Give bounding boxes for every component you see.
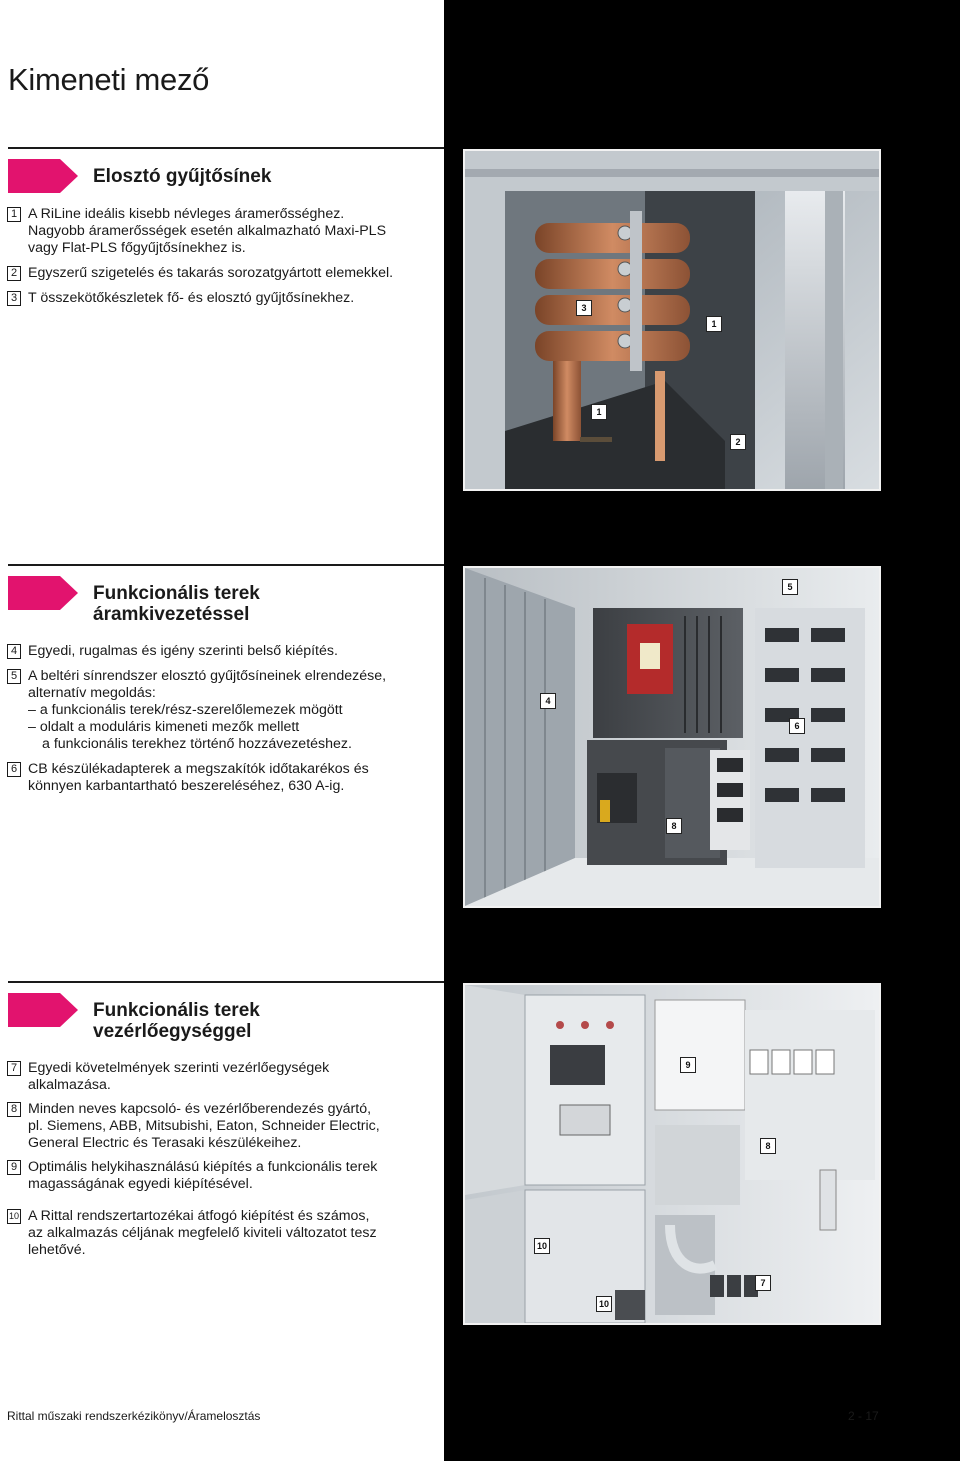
item-number-badge: 4 — [7, 644, 21, 659]
busbar-illustration — [465, 151, 879, 489]
photo-callout: 10 — [534, 1238, 550, 1254]
section-title: Elosztó gyűjtősínek — [93, 166, 272, 187]
list-item — [7, 1101, 437, 1152]
item-list — [7, 1060, 437, 1265]
footer-document-title: Rittal műszaki rendszerkézikönyv/Áramelosztás — [7, 1409, 261, 1423]
item-text: T összekötőkészletek fő- és elosztó gyűjtősínekhez. — [28, 290, 355, 306]
item-number-badge: 8 — [7, 1102, 21, 1117]
list-item — [7, 1060, 437, 1094]
item-number-badge: 9 — [7, 1160, 21, 1175]
item-text: CB készülékadapterek a megszakítók időtakarékos és — [28, 761, 369, 777]
item-text: A RiLine ideális kisebb névleges áramerősséghez. — [28, 206, 345, 222]
list-item — [7, 1159, 437, 1193]
item-number-badge: 7 — [7, 1061, 21, 1076]
item-text: alkalmazása. — [28, 1077, 111, 1093]
item-text: Egyedi, rugalmas és igény szerinti belső kiépítés. — [28, 643, 338, 659]
item-text: könnyen karbantartható beszereléséhez, 630 A-ig. — [28, 778, 345, 794]
photo-breaker-cabinet — [463, 566, 881, 908]
photo-callout: 9 — [680, 1057, 696, 1073]
list-item — [7, 206, 437, 257]
item-text: pl. Siemens, ABB, Mitsubishi, Eaton, Schneider Electric, — [28, 1118, 380, 1134]
item-text: Nagyobb áramerősségek esetén alkalmazható Maxi-PLS — [28, 223, 387, 239]
page-title: Kimeneti mező — [8, 62, 210, 97]
item-text: magasságának egyedi kiépítésével. — [28, 1176, 253, 1192]
item-number-badge: 3 — [7, 291, 21, 306]
item-text: A beltéri sínrendszer elosztó gyűjtősíneinek elrendezése, — [28, 668, 387, 684]
section-marker-tab — [8, 993, 78, 1027]
list-item — [7, 265, 437, 282]
list-item — [7, 668, 437, 753]
list-item — [7, 761, 437, 795]
item-number-badge: 2 — [7, 266, 21, 281]
section-title: Funkcionális terek vezérlőegységgel — [93, 1000, 260, 1042]
item-text: Optimális helykihasználású kiépítés a funkcionális terek — [28, 1159, 378, 1175]
item-text: vagy Flat-PLS főgyűjtősínekhez is. — [28, 240, 246, 256]
photo-callout: 8 — [760, 1138, 776, 1154]
photo-callout: 10 — [596, 1296, 612, 1312]
item-text: Egyszerű szigetelés és takarás sorozatgyártott elemekkel. — [28, 265, 394, 281]
item-text: – oldalt a moduláris kimeneti mezők mellett — [28, 719, 300, 735]
photo-callout: 4 — [540, 693, 556, 709]
item-number-badge: 5 — [7, 669, 21, 684]
item-text: General Electric és Terasaki készülékeihez. — [28, 1135, 302, 1151]
section-marker-tab — [8, 576, 78, 610]
item-text: a funkcionális terekhez történő hozzávezetéshez. — [42, 736, 352, 752]
photo-callout: 1 — [706, 316, 722, 332]
item-number-badge: 6 — [7, 762, 21, 777]
item-text: az alkalmazás céljának megfelelő kiviteli változatot tesz — [28, 1225, 377, 1241]
item-text: alternatív megoldás: — [28, 685, 156, 701]
cabinet-illustration — [465, 568, 879, 906]
list-item — [7, 643, 437, 660]
footer-page-number: 2 - 17 — [848, 1409, 879, 1423]
item-text: Minden neves kapcsoló- és vezérlőberendezés gyártó, — [28, 1101, 372, 1117]
section-divider — [8, 564, 444, 566]
photo-control-cabinet — [463, 983, 881, 1325]
list-item — [7, 290, 437, 307]
control-cabinet-illustration — [465, 985, 879, 1323]
item-list — [7, 643, 437, 801]
photo-callout: 8 — [666, 818, 682, 834]
item-number-badge: 10 — [7, 1209, 21, 1224]
section-divider — [8, 981, 444, 983]
item-text: lehetővé. — [28, 1242, 86, 1258]
section-divider — [8, 147, 444, 149]
item-text: A Rittal rendszertartozékai átfogó kiépítést és számos, — [28, 1208, 370, 1224]
item-text: Egyedi követelmények szerinti vezérlőegységek — [28, 1060, 330, 1076]
item-number-badge: 1 — [7, 207, 21, 222]
photo-callout: 3 — [576, 300, 592, 316]
item-list — [7, 206, 437, 313]
item-text: – a funkcionális terek/rész-szerelőlemezek mögött — [28, 702, 343, 718]
section-title: Funkcionális terek áramkivezetéssel — [93, 583, 260, 625]
photo-callout: 7 — [755, 1275, 771, 1291]
section-marker-tab — [8, 159, 78, 193]
photo-busbar-system — [463, 149, 881, 491]
list-item — [7, 1208, 437, 1259]
photo-callout: 1 — [591, 404, 607, 420]
photo-callout: 5 — [782, 579, 798, 595]
photo-callout: 6 — [789, 718, 805, 734]
photo-callout: 2 — [730, 434, 746, 450]
